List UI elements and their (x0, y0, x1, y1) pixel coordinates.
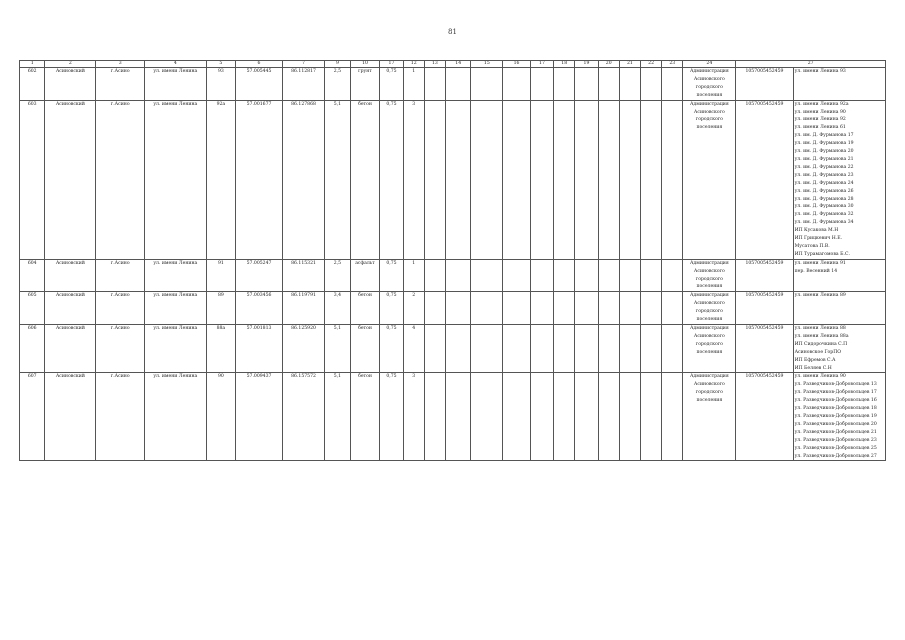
cell-empty (530, 325, 553, 373)
source-line: пер. Весенний 14 (794, 268, 838, 274)
owner-line: Асиновского (693, 268, 725, 274)
source-line: ул. им. Д. Фурманова 23 (794, 172, 854, 178)
source-line: ул. им. Д. Фурманова 17 (794, 133, 854, 139)
cell-town: г.Асино (96, 292, 145, 325)
owner-line: поселения (696, 317, 723, 323)
owner-line: городского (695, 84, 723, 90)
owner-line: городского (695, 309, 723, 315)
cell-latitude: 57.005247 (236, 259, 283, 292)
owner-line: Асиновского (693, 76, 725, 82)
column-header: 7 (282, 61, 324, 68)
cell-sources (793, 259, 885, 292)
cell-empty (446, 325, 471, 373)
source-line: ул. им. Д. Фурманова 30 (794, 204, 854, 210)
cell-empty (446, 259, 471, 292)
source-line: ул. имени Ленина 61 (794, 125, 846, 131)
cell-street: ул. имени Ленина (145, 325, 206, 373)
cell-number: 606 (20, 325, 45, 373)
column-number-row (20, 61, 886, 68)
cell-surface: бетон (350, 100, 380, 259)
source-line: ИП Сидорочкина С.П (794, 341, 848, 347)
cell-number: 607 (20, 373, 45, 461)
cell-empty (530, 100, 553, 259)
cell-empty (575, 259, 598, 292)
cell-owner (683, 292, 736, 325)
cell-empty (471, 292, 503, 325)
cell-surface: бетон (350, 373, 380, 461)
source-line: ИП Ефремов С.А (794, 357, 836, 363)
column-header: 10 (350, 61, 380, 68)
column-header: 22 (640, 61, 661, 68)
cell-area: 2,5 (325, 259, 350, 292)
cell-latitude: 57.001677 (236, 100, 283, 259)
source-line: ул. имени Ленина 92 (794, 117, 846, 123)
cell-empty (424, 100, 445, 259)
cell-empty (424, 259, 445, 292)
cell-empty (446, 100, 471, 259)
column-header: 13 (424, 61, 445, 68)
cell-sources (793, 100, 885, 259)
cell-empty (640, 292, 661, 325)
cell-volume: 0,75 (380, 100, 403, 259)
column-header: 17 (380, 61, 403, 68)
column-header: 2 (45, 61, 96, 68)
cell-town: г.Асино (96, 325, 145, 373)
cell-empty (424, 325, 445, 373)
cell-latitude: 57.009437 (236, 373, 283, 461)
cell-empty (598, 259, 619, 292)
source-line: ул. имени Ленина 88а (794, 333, 849, 339)
cell-empty (503, 325, 531, 373)
cell-house: 91 (206, 259, 236, 292)
cell-house: 88а (206, 325, 236, 373)
owner-line: городского (695, 117, 723, 123)
column-header: 5 (206, 61, 236, 68)
source-line: ИП Турамагомова Б.С. (794, 251, 850, 257)
source-line: ул. Разведчиков-Добровольцев 25 (794, 445, 877, 451)
owner-line: городского (695, 341, 723, 347)
cell-volume: 0,75 (380, 292, 403, 325)
cell-longitude: 86.127868 (282, 100, 324, 259)
cell-area: 2,5 (325, 68, 350, 101)
cell-empty (554, 259, 575, 292)
owner-line: Администрация (689, 374, 729, 380)
cell-empty (446, 292, 471, 325)
cell-number: 602 (20, 68, 45, 101)
cell-house: 93 (206, 68, 236, 101)
column-header: 27 (736, 61, 886, 68)
cell-town: г.Асино (96, 100, 145, 259)
cell-house: 89 (206, 292, 236, 325)
column-header: 4 (145, 61, 206, 68)
cell-longitude: 86.119791 (282, 292, 324, 325)
cell-empty (575, 292, 598, 325)
table-row (20, 259, 886, 292)
source-line: ул. имени Ленина 90 (794, 109, 846, 115)
owner-line: поселения (696, 92, 723, 98)
cell-container-count: 1 (403, 259, 424, 292)
column-header: 1 (20, 61, 45, 68)
cell-empty (503, 292, 531, 325)
owner-line: Администрация (689, 326, 729, 331)
cell-latitude: 57.001813 (236, 325, 283, 373)
owner-line: поселения (696, 349, 723, 355)
cell-latitude: 57.005445 (236, 68, 283, 101)
cell-empty (619, 100, 640, 259)
column-header: 6 (236, 61, 283, 68)
source-line: ул. им. Д. Фурманова 20 (794, 149, 854, 155)
owner-line: городского (695, 390, 723, 396)
source-line: ИП Кусакова М.Н (794, 228, 839, 234)
source-line: ул. имени Ленина 91 (794, 260, 846, 266)
owner-line: поселения (696, 398, 723, 404)
cell-district: Асиновский (45, 68, 96, 101)
cell-empty (575, 68, 598, 101)
cell-empty (598, 68, 619, 101)
cell-owner (683, 325, 736, 373)
cell-empty (530, 259, 553, 292)
cell-empty (503, 373, 531, 461)
cell-container-count: 3 (403, 373, 424, 461)
cell-ogrn: 1057005452459 (736, 259, 793, 292)
cell-container-count: 4 (403, 325, 424, 373)
cell-empty (619, 373, 640, 461)
cell-street: ул. имени Ленина (145, 292, 206, 325)
column-header: 9 (325, 61, 350, 68)
source-line: ул. имени Ленина 90 (794, 374, 846, 380)
cell-empty (662, 68, 683, 101)
cell-empty (554, 373, 575, 461)
source-line: ул. им. Д. Фурманова 24 (794, 180, 854, 186)
owner-line: Администрация (689, 69, 729, 74)
column-header: 17 (530, 61, 553, 68)
column-header: 15 (471, 61, 503, 68)
cell-empty (503, 259, 531, 292)
page-number: 81 (448, 28, 457, 36)
source-line: ул. Разведчиков-Добровольцев 19 (794, 413, 877, 419)
column-header: 16 (503, 61, 531, 68)
cell-volume: 0,75 (380, 325, 403, 373)
source-line: ул. Разведчиков-Добровольцев 16 (794, 398, 877, 404)
owner-line: Администрация (689, 101, 729, 107)
cell-sources (793, 292, 885, 325)
cell-empty (503, 68, 531, 101)
column-header: 24 (683, 61, 736, 68)
source-line: Асиновское ГорПО (794, 349, 842, 355)
cell-empty (598, 325, 619, 373)
cell-surface: асфальт (350, 259, 380, 292)
cell-empty (662, 373, 683, 461)
owner-line: поселения (696, 284, 723, 290)
cell-longitude: 86.112817 (282, 68, 324, 101)
registry-table (19, 60, 886, 461)
cell-street: ул. имени Ленина (145, 373, 206, 461)
source-line: ул. Разведчиков-Добровольцев 27 (794, 453, 877, 459)
owner-line: Асиновского (693, 109, 725, 115)
source-line: ИП Беляев С.Н (794, 365, 832, 371)
source-line: ул. им. Д. Фурманова 28 (794, 196, 854, 202)
cell-owner (683, 68, 736, 101)
cell-empty (446, 68, 471, 101)
cell-empty (530, 68, 553, 101)
cell-ogrn: 1057005452459 (736, 68, 793, 101)
cell-longitude: 86.157572 (282, 373, 324, 461)
cell-area: 3,4 (325, 292, 350, 325)
cell-volume: 0,75 (380, 68, 403, 101)
cell-empty (554, 68, 575, 101)
cell-town: г.Асино (96, 68, 145, 101)
cell-street: ул. имени Ленина (145, 68, 206, 101)
column-header: 18 (554, 61, 575, 68)
cell-ogrn: 1057005452459 (736, 292, 793, 325)
owner-line: Администрация (689, 260, 729, 266)
cell-empty (530, 292, 553, 325)
source-line: ул. Разведчиков-Добровольцев 21 (794, 429, 877, 435)
table-row (20, 68, 886, 101)
source-line: ул. им. Д. Фурманова 19 (794, 141, 854, 147)
cell-area: 5,1 (325, 325, 350, 373)
cell-empty (619, 259, 640, 292)
cell-empty (554, 292, 575, 325)
cell-volume: 0,75 (380, 373, 403, 461)
column-header: 20 (598, 61, 619, 68)
cell-owner (683, 100, 736, 259)
cell-empty (640, 373, 661, 461)
cell-town: г.Асино (96, 259, 145, 292)
cell-house: 90 (206, 373, 236, 461)
cell-town: г.Асино (96, 373, 145, 461)
cell-number: 605 (20, 292, 45, 325)
cell-latitude: 57.003456 (236, 292, 283, 325)
column-header: 21 (619, 61, 640, 68)
source-line: Мусатова П.В. (794, 243, 830, 249)
column-header: 12 (403, 61, 424, 68)
cell-empty (471, 100, 503, 259)
cell-volume: 0,75 (380, 259, 403, 292)
cell-district: Асиновский (45, 292, 96, 325)
cell-empty (619, 325, 640, 373)
cell-empty (619, 68, 640, 101)
cell-empty (598, 100, 619, 259)
cell-empty (575, 325, 598, 373)
column-header: 19 (575, 61, 598, 68)
column-header: 23 (662, 61, 683, 68)
cell-empty (554, 325, 575, 373)
cell-empty (554, 100, 575, 259)
cell-owner (683, 259, 736, 292)
cell-surface: бетон (350, 292, 380, 325)
source-line: ул. Разведчиков-Добровольцев 23 (794, 437, 877, 443)
cell-empty (662, 325, 683, 373)
source-line: ул. им. Д. Фурманова 32 (794, 212, 854, 218)
cell-street: ул. имени Ленина (145, 259, 206, 292)
cell-area: 5,1 (325, 100, 350, 259)
owner-line: поселения (696, 125, 723, 131)
source-line: ул. имени Ленина 92а (794, 101, 849, 107)
table-body (20, 68, 886, 461)
cell-street: ул. имени Ленина (145, 100, 206, 259)
source-line: ул. им. Д. Фурманова 26 (794, 188, 854, 194)
table-row (20, 100, 886, 259)
cell-district: Асиновский (45, 100, 96, 259)
cell-empty (619, 292, 640, 325)
owner-line: Асиновского (693, 301, 725, 307)
cell-longitude: 86.115321 (282, 259, 324, 292)
cell-surface: бетон (350, 325, 380, 373)
source-line: ул. имени Ленина 93 (794, 69, 846, 74)
cell-longitude: 86.125920 (282, 325, 324, 373)
cell-empty (640, 325, 661, 373)
cell-sources (793, 325, 885, 373)
cell-empty (575, 100, 598, 259)
source-line: ул. им. Д. Фурманова 22 (794, 164, 854, 170)
source-line: ул. имени Ленина 88 (794, 326, 846, 331)
source-line: ул. имени Ленина 89 (794, 293, 846, 299)
cell-ogrn: 1057005452459 (736, 373, 793, 461)
cell-empty (662, 292, 683, 325)
cell-empty (662, 259, 683, 292)
cell-surface: грунт (350, 68, 380, 101)
cell-ogrn: 1057005452459 (736, 100, 793, 259)
source-line: ул. Разведчиков-Добровольцев 17 (794, 390, 877, 396)
cell-empty (424, 373, 445, 461)
cell-district: Асиновский (45, 373, 96, 461)
cell-sources (793, 373, 885, 461)
source-line: ИП Грицкевич Н.Е. (794, 236, 843, 242)
column-header: 3 (96, 61, 145, 68)
cell-empty (471, 68, 503, 101)
cell-ogrn: 1057005452459 (736, 325, 793, 373)
cell-empty (530, 373, 553, 461)
cell-empty (598, 373, 619, 461)
owner-line: Асиновского (693, 333, 725, 339)
cell-container-count: 3 (403, 100, 424, 259)
owner-line: Асиновского (693, 382, 725, 388)
source-line: ул. Разведчиков-Добровольцев 13 (794, 382, 877, 388)
source-line: ул. Разведчиков-Добровольцев 20 (794, 421, 877, 427)
cell-empty (471, 325, 503, 373)
owner-line: городского (695, 276, 723, 282)
cell-empty (424, 68, 445, 101)
table-row (20, 292, 886, 325)
table-row (20, 325, 886, 373)
cell-empty (446, 373, 471, 461)
table-row (20, 373, 886, 461)
cell-number: 603 (20, 100, 45, 259)
cell-empty (640, 259, 661, 292)
cell-empty (640, 68, 661, 101)
cell-empty (503, 100, 531, 259)
cell-empty (471, 373, 503, 461)
cell-empty (598, 292, 619, 325)
cell-owner (683, 373, 736, 461)
cell-container-count: 2 (403, 292, 424, 325)
cell-empty (640, 100, 661, 259)
cell-empty (662, 100, 683, 259)
cell-district: Асиновский (45, 259, 96, 292)
cell-house: 92а (206, 100, 236, 259)
cell-area: 5,1 (325, 373, 350, 461)
cell-sources (793, 68, 885, 101)
cell-district: Асиновский (45, 325, 96, 373)
source-line: ул. Разведчиков-Добровольцев 18 (794, 406, 877, 412)
source-line: ул. им. Д. Фурманова 34 (794, 220, 854, 226)
column-header: 14 (446, 61, 471, 68)
cell-empty (424, 292, 445, 325)
cell-container-count: 1 (403, 68, 424, 101)
source-line: ул. им. Д. Фурманова 21 (794, 156, 854, 162)
cell-empty (575, 373, 598, 461)
cell-empty (471, 259, 503, 292)
owner-line: Администрация (689, 293, 729, 299)
cell-number: 604 (20, 259, 45, 292)
